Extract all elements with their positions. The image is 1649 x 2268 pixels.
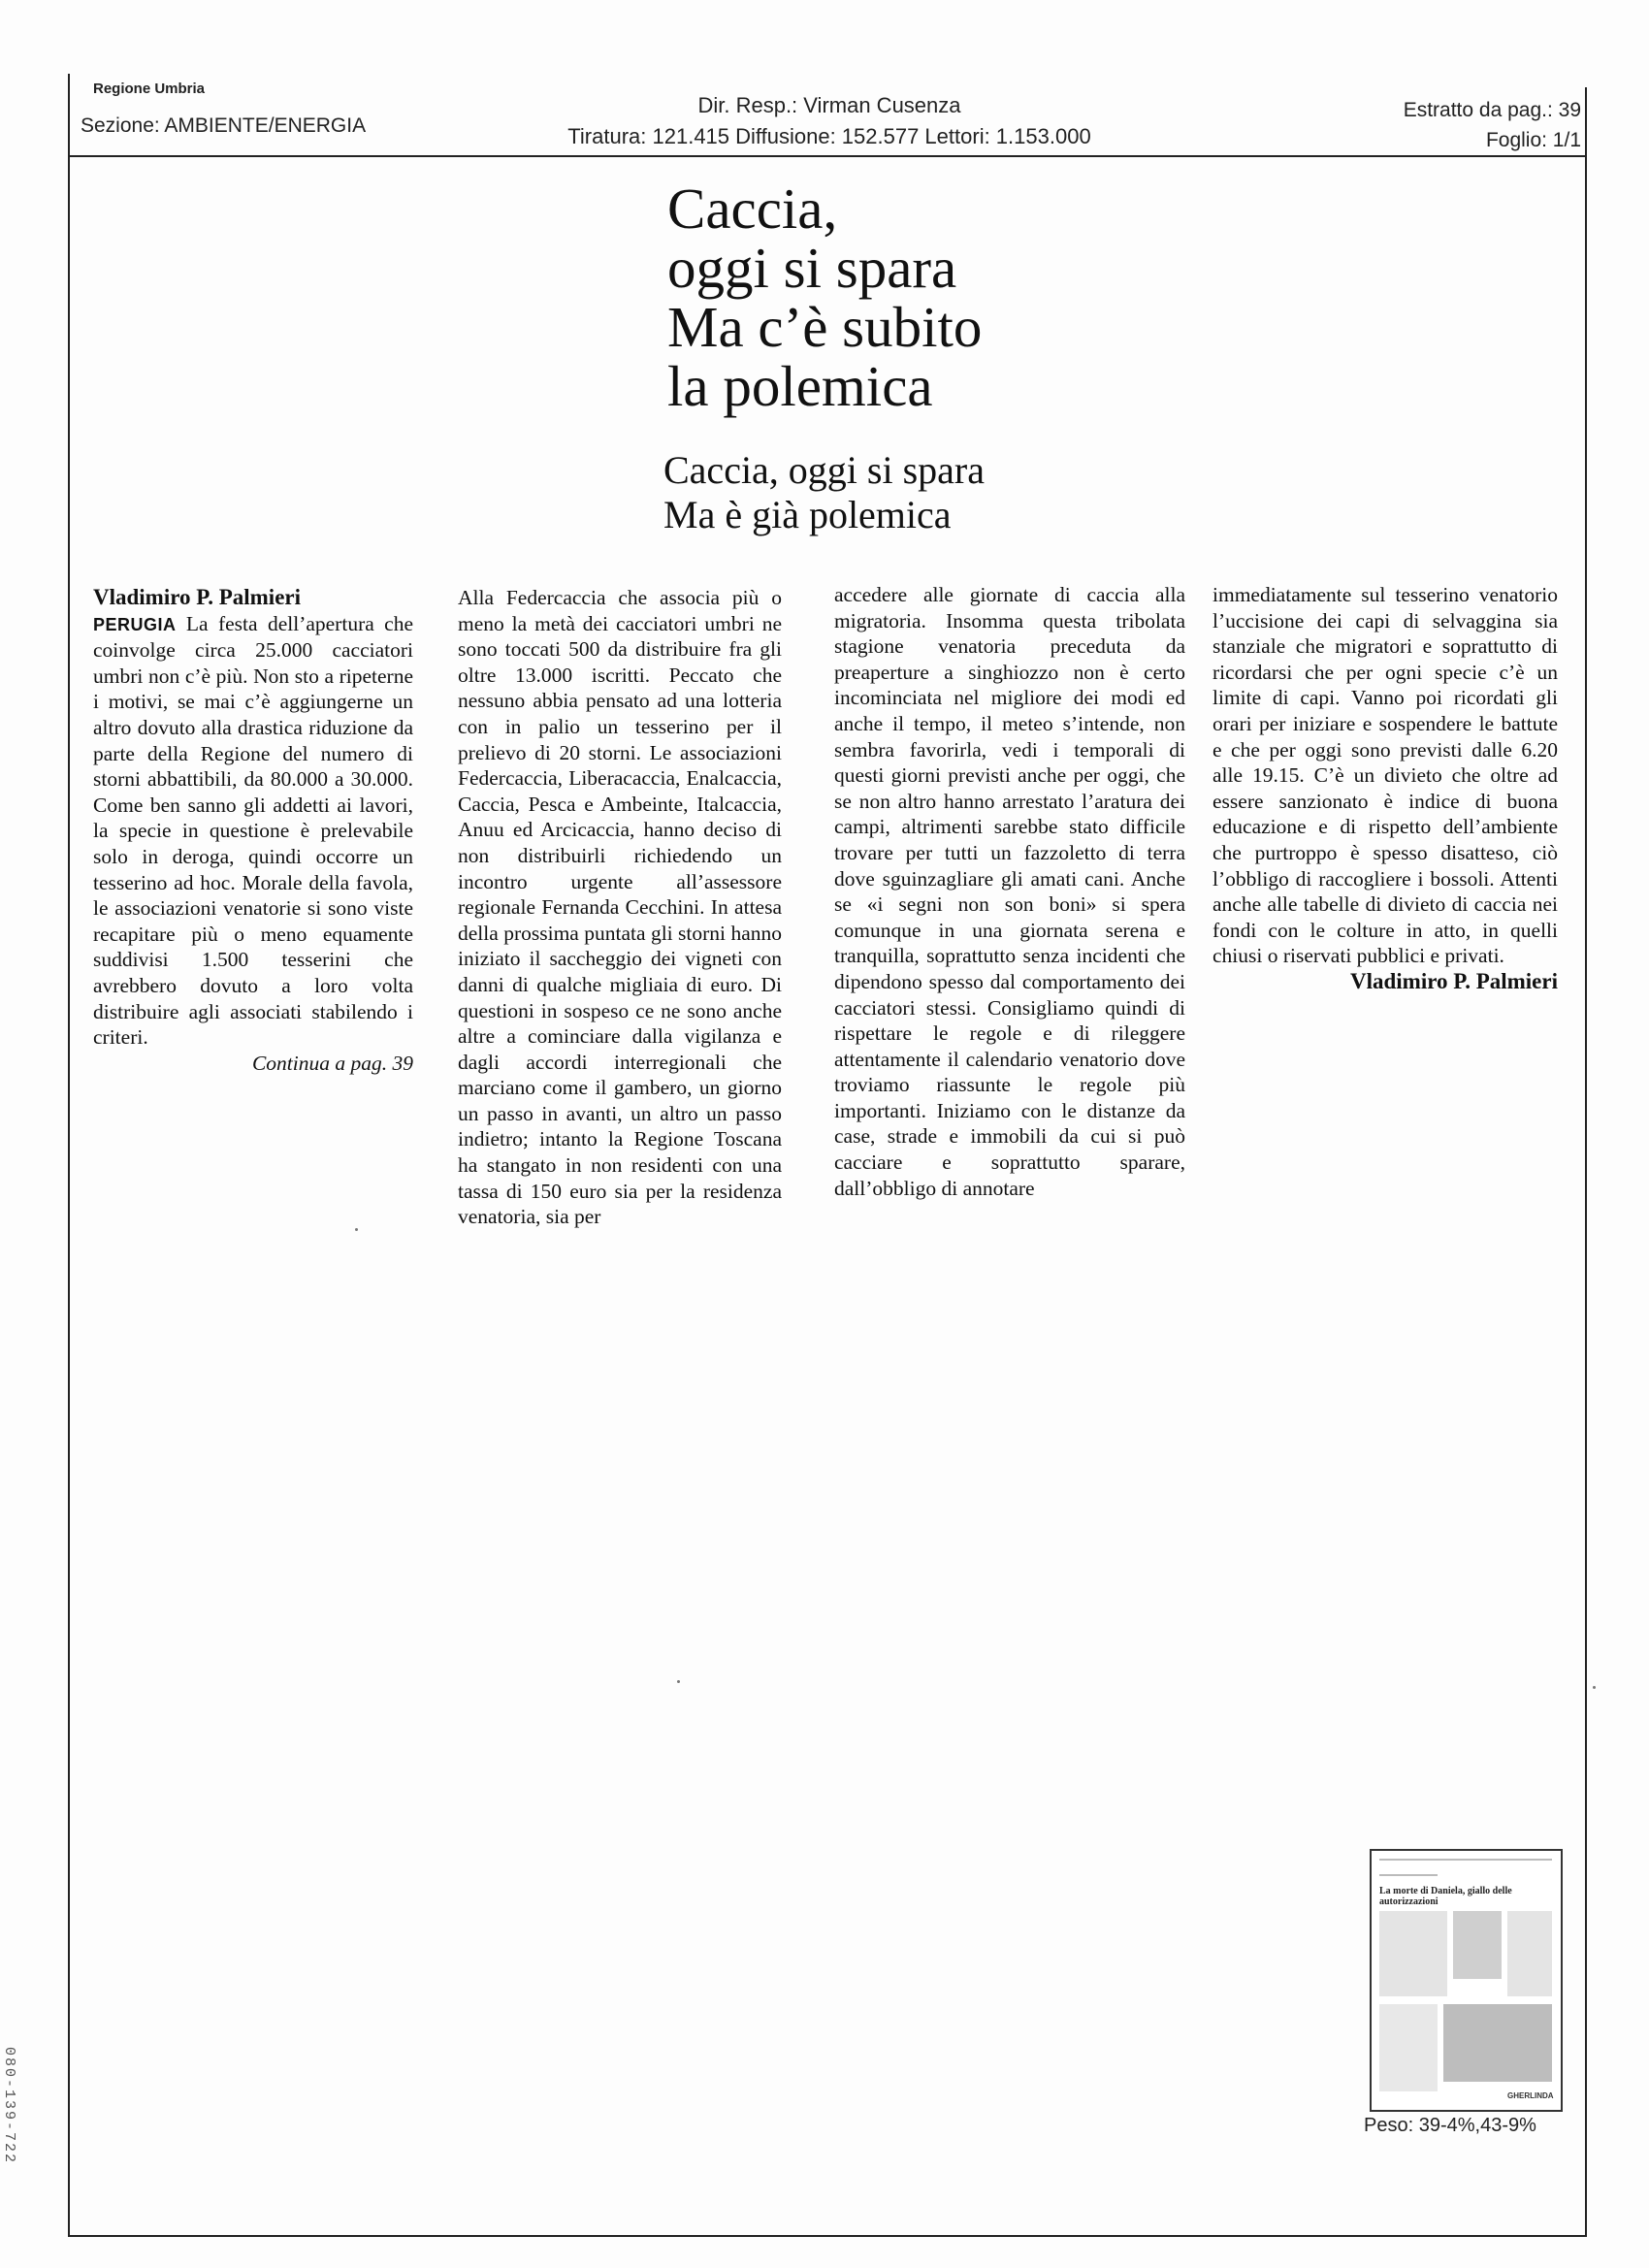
subhead-line: Ma è già polemica <box>663 493 952 536</box>
headline-line: Ma c’è subito <box>667 295 983 359</box>
headline-line: la polemica <box>667 354 933 418</box>
page-frame-left <box>68 74 70 2235</box>
page-frame-right <box>1585 87 1587 2236</box>
thumbnail-rule <box>1379 1874 1438 1876</box>
thumbnail-title: La morte di Daniela, giallo delle autorizzazioni <box>1379 1886 1512 1907</box>
scan-speck <box>355 1228 358 1231</box>
thumbnail-advert <box>1443 2004 1552 2082</box>
headline-line: oggi si spara <box>667 236 957 300</box>
publication-name: Regione Umbria <box>93 81 206 97</box>
article-column-4 <box>1212 582 1558 995</box>
scan-speck <box>677 1680 680 1683</box>
subhead-line: Caccia, oggi si spara <box>663 448 985 492</box>
continued-note: Continua a pag. 39 <box>251 1051 413 1075</box>
scan-speck <box>1593 1686 1596 1689</box>
column-2-body: Alla Federcaccia che associa più o meno la metà dei cacciatori umbri ne sono toccati 500 da distribuire fra gli oltre 13.000 iscritti. Peccato che nessuno abbia pensato ad una lotteria con in palio un tesserino per il prelievo di 20 storni. Le associazioni Federcaccia, Liberacaccia, Enalcaccia, Caccia, Pesca e Ambeinte, Italcaccia, Anuu ed Arcicaccia, hanno deciso di non distribuirli richiedendo un incontro urgente all’assessore regionale Fernanda Cecchini. In attesa della prossima puntata gli storni hanno iniziato il saccheggio dei vigneti con danni di qualche migliaia di euro. Di questioni in sospeso ce ne sono anche altre a cominciare dalla vigilanza e dagli accordi interregionali che marciano come il gambero, un giorno un passo in avanti, un altro un passo indietro; intanto la Regione Toscana ha stangato in non residenti con una tassa di 150 euro sia per la residenza venatoria, sia per <box>458 586 782 1229</box>
signature: Vladimiro P. Palmieri <box>1349 968 1558 993</box>
subheadline <box>663 448 1207 537</box>
director-line: Dir. Resp.: Virman Cusenza <box>697 93 961 117</box>
column-3-body: accedere alle giornate di caccia alla migratoria. Insomma questa tribolata stagione venatoria preceduta da preaperture a singhiozzo non è certo incominciata nel migliore dei modi ed anche il tempo, il meteo s’intende, non sembra favorirla, vedi i temporali di questi giorni previsti anche per oggi, che se non altro hanno arrestato l’aratura dei campi, altrimenti sarebbe stato difficile trovare per tutti un fazzoletto di terra dove sguinzagliare gli amati cani. Anche se «i segni non son boni» si spera comunque in una giornata serena e tranquilla, soprattutto senza incidenti che dipendono spesso dal comportamento dei cacciatori stessi. Consigliamo quindi di rispettare le regole e di rileggere attentamente il calendario venatorio dove troviamo riassunte le regole più importanti. Iniziamo con le distanze da case, strade e immobili da cui si può cacciare e soprattutto sparare, dall’obbligo di annotare <box>834 583 1185 1200</box>
column-4-body: immediatamente sul tesserino venatorio l’uccisione dei capi di selvaggina sia stanziale che migratori e soprattutto di ricordarsi che per ogni specie c’è un limite di capi. Vanno poi ricordati gli orari per iniziare e sospendere le battute e che per oggi sono previsti dalle 6.20 alle 19.15. C’è un divieto che oltre ad essere sanzionato è indice di buona educazione e di rispetto dell’ambiente che purtroppo è spesso disatteso, ciò l’obbligo di raccogliere i bossoli. Attenti anche alle tabelle di divieto di caccia nei fondi con le colture in atto, in quelli chiusi o riservati pubblici e privati. <box>1212 583 1558 968</box>
byline: Vladimiro P. Palmieri <box>93 585 302 609</box>
extract-page: Estratto da pag.: 39 <box>1403 99 1581 121</box>
article-column-2 <box>458 585 782 1230</box>
section-label: Sezione: AMBIENTE/ENERGIA <box>81 114 367 137</box>
thumbnail-brand: GHERLINDA <box>1507 2091 1554 2100</box>
column-1-text <box>93 611 413 1051</box>
thumbnail-text-block <box>1379 2004 1438 2091</box>
article-column-1 <box>93 585 413 1076</box>
footer-rule <box>68 2235 1587 2237</box>
page-weight: Peso: 39-4%,43-9% <box>1364 2115 1536 2136</box>
sheet-number: Foglio: 1/1 <box>1485 129 1581 151</box>
thumbnail-photo <box>1453 1911 1502 1979</box>
dateline: PERUGIA <box>93 614 177 634</box>
side-code: 080-139-722 <box>1 2047 17 2165</box>
article-column-3 <box>834 582 1185 1201</box>
column-1-body: La festa dell’apertura che coinvolge circa 25.000 cacciatori umbri non c’è più. Non sto a ripeterne i motivi, se mai c’è aggiungerne un altro dovuto alla drastica riduzione da parte della Regione del numero di storni abbattibili, da 80.000 a 30.000. Come ben sanno gli addetti ai lavori, la specie in questione è prelevabile solo in deroga, quindi occorre un tesserino ad hoc. Morale della favola, le associazioni venatorie si sono viste recapitare più o meno equamente suddivisi 1.500 tesserini che avrebbero dovuto a loro volta distribuire agli associati stabilendo i criteri. <box>93 611 413 1050</box>
headline-line: Caccia, <box>667 177 838 241</box>
thumbnail-rule <box>1379 1859 1552 1861</box>
thumbnail-text-block <box>1507 1911 1552 1996</box>
headline <box>667 179 1211 416</box>
page-thumbnail <box>1370 1849 1563 2112</box>
header-rule <box>68 155 1587 157</box>
circulation-line: Tiratura: 121.415 Diffusione: 152.577 Lettori: 1.153.000 <box>567 124 1091 148</box>
thumbnail-text-block <box>1379 1911 1447 1996</box>
